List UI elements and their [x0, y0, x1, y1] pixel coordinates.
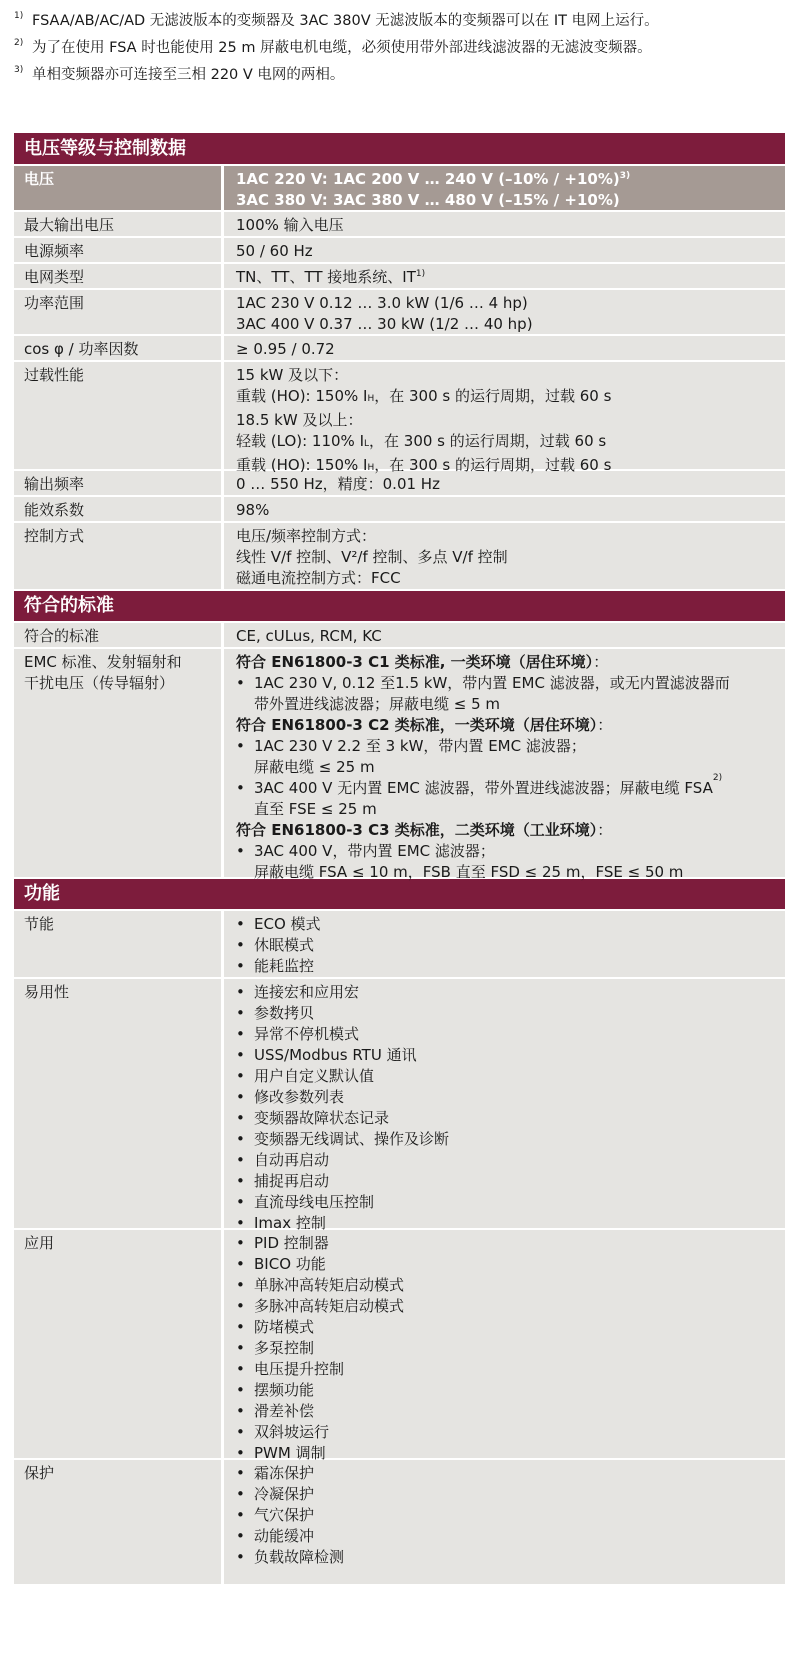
row-label: 保护	[14, 1460, 224, 1584]
list-item-text: 霜冻保护	[254, 1464, 315, 1482]
row-value	[224, 166, 785, 210]
bullet: •	[236, 1088, 245, 1106]
list-item-text: 修改参数列表	[254, 1088, 345, 1106]
list-item	[236, 1024, 785, 1045]
row-value: CE, cULus, RCM, KC	[236, 627, 382, 645]
emc-label-line-2: 干扰电压（传导辐射）	[24, 674, 175, 692]
overload-text: ，在 300 s 的运行周期，过载 60 s	[369, 432, 607, 450]
overload-row	[14, 362, 785, 474]
list-item	[236, 1505, 785, 1526]
row-label: 符合的标准	[14, 623, 224, 647]
footnote-text: 为了在使用 FSA 时也能使用 25 m 屏蔽电机电缆，必须使用带外部进线滤波器的无滤波变频器。	[32, 40, 652, 56]
row-label: 输出频率	[14, 471, 224, 495]
list-item	[236, 1003, 785, 1024]
output-frequency-row	[14, 471, 785, 497]
subscript: H	[367, 394, 375, 404]
list-item	[236, 1233, 785, 1254]
row-label: 节能	[14, 911, 224, 977]
bullet: •	[236, 1485, 245, 1503]
footnotes	[14, 8, 784, 89]
bullet: •	[236, 915, 245, 933]
grid-type-row	[14, 264, 785, 290]
bullet: •	[236, 1004, 245, 1022]
row-label: 电网类型	[14, 264, 224, 288]
list-item	[236, 1045, 785, 1066]
row-label: 过载性能	[14, 362, 224, 469]
bullet: •	[236, 1255, 245, 1273]
bullet: •	[236, 1402, 245, 1420]
voltage-line-2: 3AC 380 V: 3AC 380 V … 480 V (–15% / +10%)	[236, 191, 620, 209]
list-item-text: Imax 控制	[254, 1214, 326, 1232]
bullet: •	[236, 779, 245, 797]
row-label: 最大输出电压	[14, 212, 224, 236]
list-item-text: 自动再启动	[254, 1151, 330, 1169]
footnote-number: 1)	[14, 11, 24, 21]
bullet: •	[236, 1130, 245, 1148]
bullet: •	[236, 1548, 245, 1566]
emc-c3-item: 3AC 400 V，带内置 EMC 滤波器；	[254, 842, 495, 860]
control-line-2: 线性 V/f 控制、V²/f 控制、多点 V/f 控制	[236, 548, 508, 566]
row-value	[224, 649, 785, 881]
frequency-row	[14, 238, 785, 264]
row-label: 电压	[14, 166, 224, 210]
footnote-text: 单相变频器亦可连接至三相 220 V 电网的两相。	[32, 67, 345, 83]
control-mode-row	[14, 523, 785, 591]
emc-c2-title: 符合 EN61800-3 C2 类标准，一类环境（居住环境）	[236, 716, 598, 734]
bullet: •	[236, 1276, 245, 1294]
row-value	[224, 264, 785, 288]
list-item	[236, 1463, 785, 1484]
footnote-ref: 1)	[415, 269, 426, 279]
section-header-voltage-control: 电压等级与控制数据	[14, 133, 785, 166]
bullet: •	[236, 1234, 245, 1252]
bullet: •	[236, 1193, 245, 1211]
list-item-text: 滑差补偿	[254, 1402, 315, 1420]
control-line-3: 磁通电流控制方式：FCC	[236, 569, 401, 587]
list-item-text: 变频器故障状态记录	[254, 1109, 390, 1127]
bullet: •	[236, 1297, 245, 1315]
list-item-text: PWM 调制	[254, 1444, 326, 1462]
emc-c1-item: 1AC 230 V, 0.12 至1.5 kW，带内置 EMC 滤波器，或无内置滤波器而	[254, 674, 730, 692]
bullet: •	[236, 1109, 245, 1127]
spec-table	[14, 133, 785, 1586]
list-item	[236, 1192, 785, 1213]
list-item	[236, 1484, 785, 1505]
bullet: •	[236, 1527, 245, 1545]
emc-c3-title: 符合 EN61800-3 C3 类标准，二类环境（工业环境）	[236, 821, 598, 839]
overload-text: 重载 (HO): 150% I	[236, 387, 368, 405]
subscript: H	[367, 463, 375, 473]
overload-line-4	[236, 431, 785, 455]
row-value	[224, 523, 785, 589]
emc-c3-item-cont: 屏蔽电缆 FSA ≤ 10 m，FSB 直至 FSD ≤ 25 m，FSE ≤ 50 m	[254, 863, 684, 881]
bullet: •	[236, 1046, 245, 1064]
bullet: •	[236, 674, 245, 692]
colon: ：	[593, 653, 609, 671]
list-item	[236, 1129, 785, 1150]
emc-c2-item-1: 1AC 230 V 2.2 至 3 kW，带内置 EMC 滤波器；	[254, 737, 586, 755]
list-item-text: 防堵模式	[254, 1318, 315, 1336]
bullet: •	[236, 1506, 245, 1524]
emc-c2-item-2: 3AC 400 V 无内置 EMC 滤波器，带外置进线滤波器；屏蔽电缆 FSA	[254, 779, 713, 797]
list-item	[236, 1401, 785, 1422]
overload-text: 重载 (HO): 150% I	[236, 456, 368, 474]
row-value	[224, 911, 785, 977]
bullet: •	[236, 1172, 245, 1190]
list-item-text: PID 控制器	[254, 1234, 329, 1252]
overload-line-3: 18.5 kW 及以上：	[236, 411, 363, 429]
list-item	[236, 914, 785, 935]
row-label: cos φ / 功率因数	[14, 336, 224, 360]
list-item-text: 多脉冲高转矩启动模式	[254, 1297, 405, 1315]
bullet: •	[236, 1214, 245, 1232]
control-line-1: 电压/频率控制方式：	[236, 527, 377, 545]
list-item	[236, 956, 785, 977]
bullet: •	[236, 1360, 245, 1378]
list-item	[236, 1296, 785, 1317]
list-item-text: ECO 模式	[254, 915, 321, 933]
list-item	[236, 982, 785, 1003]
list-item	[236, 1380, 785, 1401]
protection-row	[14, 1460, 785, 1586]
list-item	[236, 1275, 785, 1296]
list-item	[236, 1171, 785, 1192]
power-range-row	[14, 290, 785, 336]
row-label: 应用	[14, 1230, 224, 1458]
list-item-text: BICO 功能	[254, 1255, 326, 1273]
footnote-ref: 3)	[619, 171, 631, 181]
emc-label-line-1: EMC 标准、发射辐射和	[24, 653, 182, 671]
row-value: 50 / 60 Hz	[236, 242, 313, 260]
max-output-row	[14, 212, 785, 238]
list-item-text: 动能缓冲	[254, 1527, 315, 1545]
list-item-text: 单脉冲高转矩启动模式	[254, 1276, 405, 1294]
row-label: 电源频率	[14, 238, 224, 262]
row-value: 98%	[236, 501, 270, 519]
footnote-1	[14, 8, 784, 35]
row-value	[224, 1460, 785, 1584]
list-item-text: 冷凝保护	[254, 1485, 315, 1503]
emc-c2-item-1-cont: 屏蔽电缆 ≤ 25 m	[254, 758, 375, 776]
list-item	[236, 1150, 785, 1171]
list-item	[236, 1108, 785, 1129]
bullet: •	[236, 936, 245, 954]
list-item-text: 电压提升控制	[254, 1360, 345, 1378]
emc-row	[14, 649, 785, 879]
list-item-text: 多泵控制	[254, 1339, 315, 1357]
bullet: •	[236, 1464, 245, 1482]
bullet: •	[236, 737, 245, 755]
voltage-row	[14, 166, 785, 212]
list-item	[236, 1359, 785, 1380]
emc-c1-item-cont: 带外置进线滤波器；屏蔽电缆 ≤ 5 m	[254, 695, 501, 713]
bullet: •	[236, 983, 245, 1001]
colon: ：	[597, 716, 613, 734]
list-item-text: 能耗监控	[254, 957, 315, 975]
list-item	[236, 1087, 785, 1108]
colon: ：	[597, 821, 613, 839]
list-item	[236, 1547, 785, 1568]
row-label: 能效系数	[14, 497, 224, 521]
energy-saving-row	[14, 911, 785, 979]
list-item-text: 参数拷贝	[254, 1004, 315, 1022]
overload-text: ，在 300 s 的运行周期，过载 60 s	[374, 387, 612, 405]
power-factor-row	[14, 336, 785, 362]
list-item	[236, 935, 785, 956]
list-item-text: 变频器无线调试、操作及诊断	[254, 1130, 450, 1148]
bullet: •	[236, 1444, 245, 1462]
row-label: 易用性	[14, 979, 224, 1228]
row-value	[224, 362, 785, 474]
emc-c2-item-2-cont: 直至 FSE ≤ 25 m	[254, 800, 377, 818]
footnote-text: FSAA/AB/AC/AD 无滤波版本的变频器及 3AC 380V 无滤波版本的变频器可以在 IT 电网上运行。	[32, 13, 659, 29]
list-item-text: 双斜坡运行	[254, 1423, 330, 1441]
list-item	[236, 1317, 785, 1338]
footnote-number: 2)	[14, 38, 24, 48]
bullet: •	[236, 1067, 245, 1085]
row-value: 0 … 550 Hz，精度：0.01 Hz	[236, 475, 440, 493]
list-item	[236, 1338, 785, 1359]
row-value: 100% 输入电压	[236, 216, 344, 234]
section-header-standards: 符合的标准	[14, 591, 785, 623]
grid-type-value: TN、TT、TT 接地系统、IT	[236, 268, 416, 286]
row-value	[224, 290, 785, 334]
list-item-text: 休眠模式	[254, 936, 315, 954]
row-value	[224, 1230, 785, 1462]
list-item-text: 用户自定义默认值	[254, 1067, 375, 1085]
power-range-line-2: 3AC 400 V 0.37 … 30 kW (1/2 … 40 hp)	[236, 315, 533, 333]
bullet: •	[236, 957, 245, 975]
list-item	[236, 1066, 785, 1087]
list-item-text: 异常不停机模式	[254, 1025, 360, 1043]
subscript: L	[364, 439, 370, 449]
overload-text: ，在 300 s 的运行周期，过载 60 s	[374, 456, 612, 474]
efficiency-row	[14, 497, 785, 523]
list-item-text: 连接宏和应用宏	[254, 983, 360, 1001]
row-label	[14, 649, 224, 877]
power-range-line-1: 1AC 230 V 0.12 … 3.0 kW (1/6 … 4 hp)	[236, 294, 528, 312]
emc-c1-title: 符合 EN61800-3 C1 类标准, 一类环境（居住环境）	[236, 653, 594, 671]
list-item	[236, 1526, 785, 1547]
bullet: •	[236, 1151, 245, 1169]
overload-text: 轻载 (LO): 110% I	[236, 432, 364, 450]
row-value	[224, 979, 785, 1232]
overload-line-2	[236, 386, 785, 410]
footnote-ref: 2)	[712, 773, 723, 783]
row-value: ≥ 0.95 / 0.72	[236, 340, 335, 358]
bullet: •	[236, 1339, 245, 1357]
list-item-text: 直流母线电压控制	[254, 1193, 375, 1211]
bullet: •	[236, 1423, 245, 1441]
list-item-text: 负载故障检测	[254, 1548, 345, 1566]
application-row	[14, 1230, 785, 1460]
voltage-line-1: 1AC 220 V: 1AC 200 V … 240 V (–10% / +10%)	[236, 170, 620, 188]
list-item-text: 气穴保护	[254, 1506, 315, 1524]
bullet: •	[236, 1318, 245, 1336]
bullet: •	[236, 842, 245, 860]
list-item-text: USS/Modbus RTU 通讯	[254, 1046, 417, 1064]
footnote-3	[14, 62, 784, 89]
bullet: •	[236, 1025, 245, 1043]
overload-line-1: 15 kW 及以下：	[236, 366, 349, 384]
standards-row	[14, 623, 785, 649]
section-header-functions: 功能	[14, 879, 785, 911]
row-label: 控制方式	[14, 523, 224, 589]
bullet: •	[236, 1381, 245, 1399]
list-item-text: 摆频功能	[254, 1381, 315, 1399]
list-item	[236, 1254, 785, 1275]
list-item-text: 捕捉再启动	[254, 1172, 330, 1190]
usability-row	[14, 979, 785, 1230]
footnote-number: 3)	[14, 65, 24, 75]
row-label: 功率范围	[14, 290, 224, 334]
footnote-2	[14, 35, 784, 62]
list-item	[236, 1422, 785, 1443]
